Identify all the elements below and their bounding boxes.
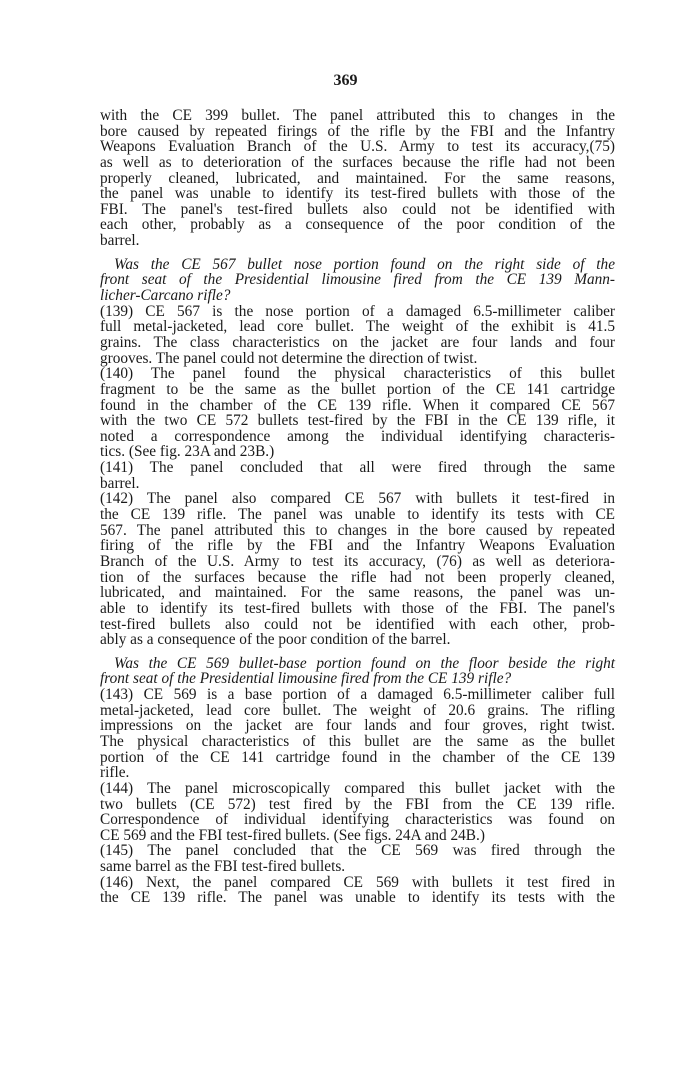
text-line: (144) The panel microscopically compared this bullet jacket with the xyxy=(100,779,615,797)
text-line: test-fired bullets also could not be identified with each other, prob- xyxy=(100,615,615,633)
text-line: Branch of the U.S. Army to test its accuracy, (76) as well as deteriora- xyxy=(100,552,615,570)
text-line: able to identify its test-fired bullets with those of the FBI. The panel's xyxy=(100,599,615,617)
text-line: lubricated, and maintained. For the same reasons, the panel was un- xyxy=(100,584,615,602)
text-line: fragment to be the same as the bullet portion of the CE 141 cartridge xyxy=(100,380,615,398)
text-line: Correspondence of individual identifying characteristics was found on xyxy=(100,811,615,829)
page-number: 369 xyxy=(333,72,358,89)
text-line: FBI. The panel's test-fired bullets also could not be identified with xyxy=(100,200,615,218)
text-line: tion of the surfaces because the rifle had not been properly cleaned, xyxy=(100,568,615,586)
paragraph xyxy=(100,304,615,367)
text-line: front seat of the Presidential limousine fired from the CE 139 rifle? xyxy=(100,670,512,688)
text-line: as well as to deterioration of the surfaces because the rifle had not been xyxy=(100,153,615,171)
paragraph xyxy=(100,843,615,874)
section-question xyxy=(100,656,615,687)
text-line: portion of the CE 141 cartridge found in the chamber of the CE 139 xyxy=(100,748,615,766)
text-line: full metal-jacketed, lead core bullet. The weight of the exhibit is 41.5 xyxy=(100,318,615,336)
text-line: (143) CE 569 is a base portion of a damaged 6.5-millimeter caliber full xyxy=(100,686,615,704)
page-body xyxy=(100,108,615,906)
text-line: bore caused by repeated firings of the rifle by the FBI and the Infantry xyxy=(100,122,615,140)
paragraph xyxy=(100,366,615,460)
paragraph xyxy=(100,460,615,491)
paragraph xyxy=(100,491,615,647)
text-line: rifle. xyxy=(100,764,130,782)
text-line: found in the chamber of the CE 139 rifle. When it compared CE 567 xyxy=(100,396,615,414)
text-line: 567. The panel attributed this to changes in the bore caused by repeated xyxy=(100,521,615,539)
text-line: firing of the rifle by the FBI and the Infantry Weapons Evaluation xyxy=(100,537,615,555)
section-question xyxy=(100,257,615,304)
text-line: tics. (See fig. 23A and 23B.) xyxy=(100,443,275,461)
text-line: licher-Carcano rifle? xyxy=(100,287,231,305)
text-line: Was the CE 569 bullet-base portion found on the floor beside the right xyxy=(114,654,615,672)
text-line: (140) The panel found the physical characteristics of this bullet xyxy=(100,365,615,383)
text-line: each other, probably as a consequence of the poor condition of the xyxy=(100,216,615,234)
text-line: (146) Next, the panel compared CE 569 with bullets it test fired in xyxy=(100,873,615,891)
paragraph xyxy=(100,108,615,249)
text-line: impressions on the jacket are four lands and four groves, right twist. xyxy=(100,717,615,735)
text-line: the CE 139 rifle. The panel was unable to identify its tests with CE xyxy=(100,506,615,524)
text-line: same barrel as the FBI test-fired bullets. xyxy=(100,858,346,876)
text-line: barrel. xyxy=(100,474,140,492)
text-line: (142) The panel also compared CE 567 with bullets it test-fired in xyxy=(100,490,615,508)
paragraph xyxy=(100,875,615,906)
paragraph xyxy=(100,781,615,844)
text-line: ably as a consequence of the poor condition of the barrel. xyxy=(100,631,451,649)
text-line: the panel was unable to identify its test-fired bullets with those of the xyxy=(100,185,615,203)
text-line: (141) The panel concluded that all were fired through the same xyxy=(100,459,615,477)
text-line: grooves. The panel could not determine the direction of twist. xyxy=(100,349,478,367)
text-line: The physical characteristics of this bullet are the same as the bullet xyxy=(100,732,615,750)
paragraph xyxy=(100,687,615,781)
text-line: Weapons Evaluation Branch of the U.S. Army to test its accuracy,(75) xyxy=(100,138,615,156)
text-line: barrel. xyxy=(100,232,140,250)
text-line: with the two CE 572 bullets test-fired by the FBI in the CE 139 rifle, it xyxy=(100,412,615,430)
text-line: (145) The panel concluded that the CE 569 was fired through the xyxy=(100,842,615,860)
text-line: metal-jacketed, lead core bullet. The weight of 20.6 grains. The rifling xyxy=(100,701,615,719)
text-line: with the CE 399 bullet. The panel attributed this to changes in the xyxy=(100,107,615,124)
text-line: two bullets (CE 572) test fired by the FBI from the CE 139 rifle. xyxy=(100,795,615,813)
text-line: properly cleaned, lubricated, and maintained. For the same reasons, xyxy=(100,169,615,187)
text-line: the CE 139 rifle. The panel was unable to identify its tests with the xyxy=(100,889,615,907)
text-line: front seat of the Presidential limousine fired from the CE 139 Mann- xyxy=(100,271,615,289)
text-line: CE 569 and the FBI test-fired bullets. (See figs. 24A and 24B.) xyxy=(100,826,485,844)
text-line: (139) CE 567 is the nose portion of a damaged 6.5-millimeter caliber xyxy=(100,302,615,320)
text-line: grains. The class characteristics on the jacket are four lands and four xyxy=(100,333,615,351)
text-line: noted a correspondence among the individual identifying characteris- xyxy=(100,427,615,445)
text-line: Was the CE 567 bullet nose portion found on the right side of the xyxy=(114,255,615,273)
